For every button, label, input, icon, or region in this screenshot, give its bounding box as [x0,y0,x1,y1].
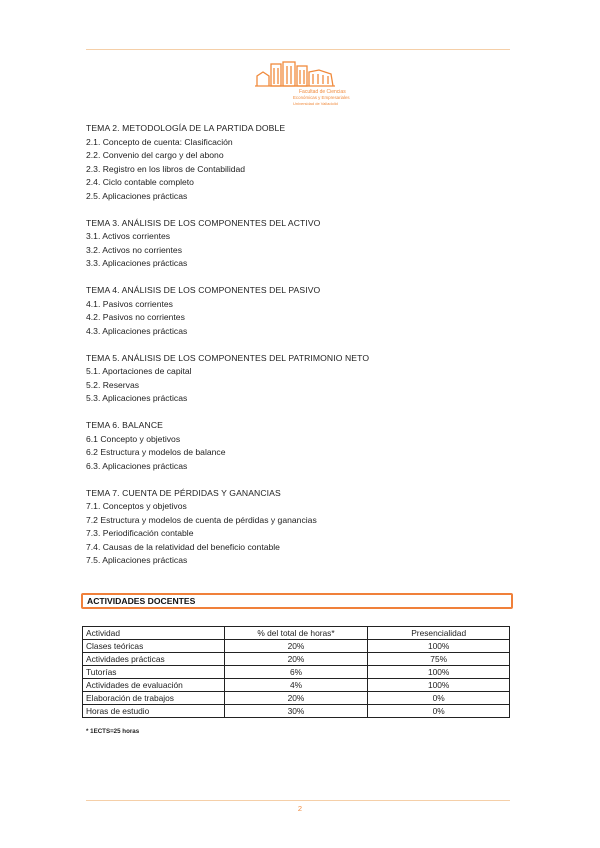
table-row [83,705,510,718]
hours-percent-cell: 20% [224,653,368,666]
activity-cell: Horas de estudio [83,705,225,718]
column-header-presence: Presencialidad [368,627,510,640]
ects-footnote: * 1ECTS=25 horas [86,728,140,735]
logo-line-1: Facultad de Ciencias [299,89,346,95]
section-item: 2.4. Ciclo contable completo [86,177,194,187]
section-heading: TEMA 3. ANÁLISIS DE LOS COMPONENTES DEL ACTIVO [86,217,321,228]
building-logo-icon [253,60,350,106]
header-rule [86,49,510,50]
section-item: 7.1. Conceptos y objetivos [86,501,187,511]
footer-rule [86,800,510,801]
table-row [83,653,510,666]
section-item: 5.1. Aportaciones de capital [86,366,192,376]
presence-cell: 100% [368,640,510,653]
column-header-activity: Actividad [83,627,225,640]
section-item: 2.2. Convenio del cargo y del abono [86,150,224,160]
section-heading: TEMA 6. BALANCE [86,420,163,430]
hours-percent-cell: 20% [224,692,368,705]
section-item: 6.1 Concepto y objetivos [86,433,181,444]
section-item: 2.1. Concepto de cuenta: Clasificación [86,136,233,147]
table-row [83,679,510,692]
hours-percent-cell: 20% [224,640,368,653]
presence-cell: 0% [368,692,510,705]
presence-cell: 0% [368,705,510,718]
section-item: 3.2. Activos no corrientes [86,244,183,255]
section-item: 4.2. Pasivos no corrientes [86,312,185,322]
section-item: 3.1. Activos corrientes [86,231,171,241]
syllabus-section [86,487,516,568]
section-item: 2.5. Aplicaciones prácticas [86,190,188,201]
table-row [83,666,510,679]
page-number: 2 [297,804,303,813]
section-heading: TEMA 7. CUENTA DE PÉRDIDAS Y GANANCIAS [86,487,281,498]
section-item: 4.1. Pasivos corrientes [86,298,173,309]
column-header-hours-percent: % del total de horas* [224,627,368,640]
section-item: 5.3. Aplicaciones prácticas [86,393,188,403]
section-heading: TEMA 4. ANÁLISIS DE LOS COMPONENTES DEL PASIVO [86,285,321,295]
section-item: 5.2. Reservas [86,379,140,390]
activity-cell: Clases teóricas [83,640,225,653]
section-heading: TEMA 5. ANÁLISIS DE LOS COMPONENTES DEL PATRIMONIO NETO [86,352,370,363]
faculty-logo [253,60,350,106]
syllabus-section [86,122,516,203]
logo-line-3: Universidad de Valladolid [293,101,338,106]
syllabus-section [86,217,516,271]
syllabus-section [86,284,516,338]
section-item: 2.3. Registro en los libros de Contabilidad [86,163,246,174]
hours-percent-cell: 4% [224,679,368,692]
section-item: 7.3. Periodificación contable [86,528,194,538]
section-item: 6.3. Aplicaciones prácticas [86,460,188,471]
section-item: 6.2 Estructura y modelos de balance [86,447,226,457]
activity-cell: Actividades prácticas [83,653,225,666]
hours-percent-cell: 30% [224,705,368,718]
section-heading: TEMA 2. METODOLOGÍA DE LA PARTIDA DOBLE [86,123,286,133]
section-item: 7.4. Causas de la relatividad del beneficio contable [86,541,280,552]
logo-line-2: Económicas y Empresariales [293,95,350,100]
table-row [83,640,510,653]
activity-cell: Elaboración de trabajos [83,692,225,705]
activity-cell: Actividades de evaluación [83,679,225,692]
table-row [83,692,510,705]
presence-cell: 75% [368,653,510,666]
section-item: 7.5. Aplicaciones prácticas [86,555,188,565]
section-item: 3.3. Aplicaciones prácticas [86,258,188,268]
syllabus-section [86,352,516,406]
presence-cell: 100% [368,666,510,679]
activities-table [82,626,510,718]
section-item: 7.2 Estructura y modelos de cuenta de pérdidas y ganancias [86,514,317,525]
hours-percent-cell: 6% [224,666,368,679]
syllabus-content [86,122,516,581]
presence-cell: 100% [368,679,510,692]
syllabus-section [86,419,516,473]
table-header-row [83,627,510,640]
section-item: 4.3. Aplicaciones prácticas [86,325,188,336]
activities-section-title: ACTIVIDADES DOCENTES [81,593,513,609]
activity-cell: Tutorías [83,666,225,679]
